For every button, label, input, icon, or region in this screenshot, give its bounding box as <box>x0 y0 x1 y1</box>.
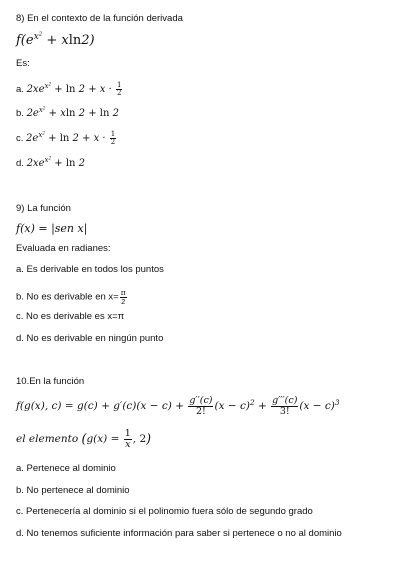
q8-option-d: d. $2xe^{x^2} + \ln 2$ <box>16 155 86 169</box>
q8-option-c: c. $2e^{x^2} + \ln 2 + x$ · $\frac{1}{2}$ <box>16 130 116 146</box>
q10-elemento-label: el elemento <box>16 433 79 445</box>
q8-option-b: b. $2e^{x^2} + xln$ 2 + ln 2 <box>16 105 119 119</box>
q8-es-label: Es: <box>16 58 30 69</box>
q10-header: 10.En la función <box>16 376 85 387</box>
q8-function-expression: $f(e^{x^2} + xln2)$ <box>16 31 95 48</box>
q9-option-b-text: b. No es derivable en x= <box>16 291 119 303</box>
q8-option-a: a. $2xe^{x^2} + \ln 2 + x$ · $\frac{1}{2}$ <box>16 81 122 97</box>
q9-option-c: c. No es derivable es x=π <box>16 311 125 322</box>
q10-option-c: c. Pertenecería al dominio si el polinomio fuera sólo de segundo grado <box>16 506 313 517</box>
q8-option-c-label: c. <box>16 133 27 144</box>
q8-option-d-label: d. <box>16 158 27 169</box>
q9-evaluada-label: Evaluada en radianes: <box>16 243 111 254</box>
q9-option-d: d. No es derivable en ningún punto <box>16 333 164 344</box>
q9-function-expression: f(x) = |sen x| <box>16 222 88 235</box>
q10-option-a: a. Pertenece al dominio <box>16 463 116 474</box>
q8-option-b-label: b. <box>16 108 27 119</box>
q10-option-b: b. No pertenece al dominio <box>16 485 130 496</box>
q9-header: 9) La función <box>16 203 71 214</box>
q9-option-a: a. Es derivable en todos los puntos <box>16 264 164 275</box>
q10-element-expression: el elemento (g(x) = $\frac{1}{x}$ , 2) <box>16 428 152 450</box>
q8-header: 8) En el contexto de la función derivada <box>16 13 183 24</box>
q10-option-d: d. No tenemos suficiente información para saber si pertenece o no al dominio <box>16 528 342 539</box>
q8-option-a-label: a. <box>16 84 27 95</box>
q9-option-b: b. No es derivable en x= $\frac{\pi}{2}$ <box>16 288 126 306</box>
q10-taylor-expression: f(g(x), c) = g(c) + g′(c)(x − c) + $\frac{g''(c)}{2!}$ $(x - c)^2$ + $\frac{g'''(c)}{3!}$ $(x - c)^3$ <box>16 395 340 417</box>
